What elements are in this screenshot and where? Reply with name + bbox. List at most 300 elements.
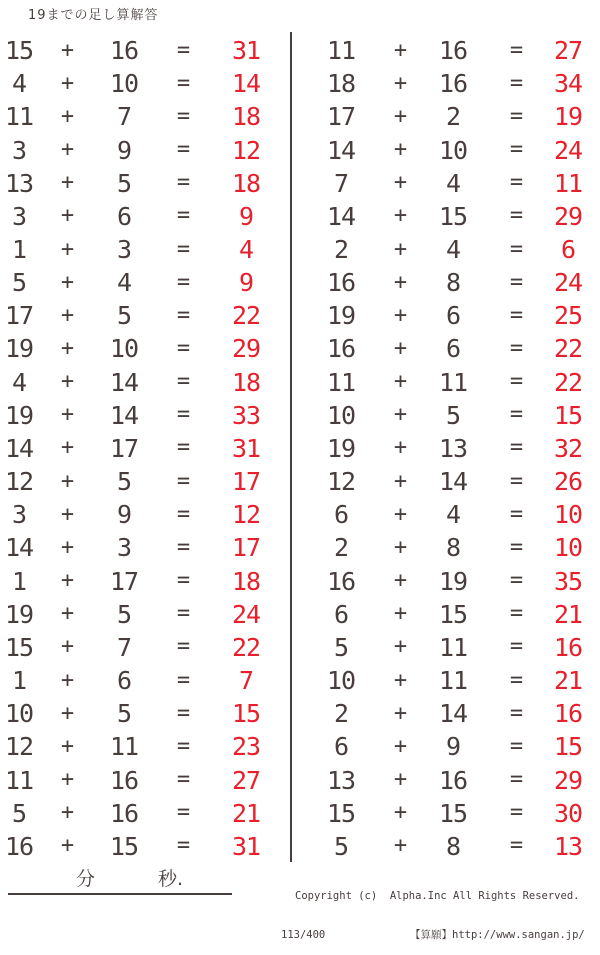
equals-icon: = — [176, 236, 190, 262]
plus-icon: + — [60, 767, 74, 793]
equals-icon: = — [176, 70, 190, 96]
answer-value: 7 — [238, 666, 254, 696]
plus-icon: + — [60, 601, 74, 627]
answer-value: 16 — [553, 699, 583, 729]
problem-row — [292, 598, 600, 631]
problem-row — [292, 266, 600, 299]
problem-row — [0, 531, 290, 564]
equals-icon: = — [176, 468, 190, 494]
problem-row — [292, 67, 600, 100]
seconds-label: 秒. — [158, 868, 184, 890]
plus-icon: + — [393, 733, 407, 759]
answer-value: 11 — [553, 168, 583, 198]
operand-a: 3 — [11, 201, 27, 231]
operand-b: 6 — [445, 301, 461, 331]
operand-b: 15 — [438, 201, 468, 231]
equals-icon: = — [509, 435, 523, 461]
equals-icon: = — [509, 269, 523, 295]
operand-a: 10 — [326, 400, 356, 430]
operand-b: 4 — [445, 168, 461, 198]
operand-b: 14 — [109, 367, 139, 397]
plus-icon: + — [393, 435, 407, 461]
equals-icon: = — [176, 170, 190, 196]
operand-b: 11 — [109, 732, 139, 762]
operand-a: 1 — [11, 566, 27, 596]
equals-icon: = — [176, 667, 190, 693]
equals-icon: = — [176, 700, 190, 726]
problem-row — [292, 233, 600, 266]
operand-b: 17 — [109, 566, 139, 596]
plus-icon: + — [393, 700, 407, 726]
answer-value: 10 — [553, 533, 583, 563]
answer-value: 14 — [231, 69, 261, 99]
plus-icon: + — [60, 733, 74, 759]
operand-b: 9 — [116, 500, 132, 530]
equals-icon: = — [176, 302, 190, 328]
plus-icon: + — [393, 534, 407, 560]
problem-row — [0, 565, 290, 598]
operand-a: 11 — [4, 102, 34, 132]
answer-value: 12 — [231, 500, 261, 530]
operand-b: 5 — [116, 599, 132, 629]
operand-a: 5 — [333, 632, 349, 662]
site-link[interactable]: 【算願】http://www.sangan.jp/ — [410, 929, 585, 941]
plus-icon: + — [60, 236, 74, 262]
answer-value: 13 — [553, 831, 583, 861]
operand-b: 14 — [109, 400, 139, 430]
operand-a: 18 — [326, 69, 356, 99]
problem-row — [0, 233, 290, 266]
operand-a: 12 — [4, 732, 34, 762]
problem-row — [0, 763, 290, 796]
problem-row — [0, 730, 290, 763]
answer-value: 30 — [553, 798, 583, 828]
operand-b: 5 — [445, 400, 461, 430]
answer-value: 23 — [231, 732, 261, 762]
plus-icon: + — [60, 700, 74, 726]
operand-a: 4 — [11, 367, 27, 397]
problem-row — [0, 167, 290, 200]
operand-b: 5 — [116, 699, 132, 729]
problem-row — [292, 34, 600, 67]
problem-row — [0, 664, 290, 697]
equals-icon: = — [176, 335, 190, 361]
problem-row — [0, 366, 290, 399]
answer-value: 9 — [238, 201, 254, 231]
answer-value: 26 — [553, 467, 583, 497]
problem-row — [292, 432, 600, 465]
equals-icon: = — [509, 170, 523, 196]
problem-row — [292, 697, 600, 730]
plus-icon: + — [60, 269, 74, 295]
operand-a: 12 — [326, 467, 356, 497]
problem-row — [0, 465, 290, 498]
plus-icon: + — [393, 170, 407, 196]
operand-b: 10 — [109, 334, 139, 364]
equals-icon: = — [509, 302, 523, 328]
equals-icon: = — [509, 369, 523, 395]
credits — [281, 864, 585, 955]
equals-icon: = — [176, 634, 190, 660]
problem-row — [0, 830, 290, 863]
equals-icon: = — [509, 667, 523, 693]
plus-icon: + — [60, 170, 74, 196]
problem-row — [292, 664, 600, 697]
plus-icon: + — [393, 601, 407, 627]
plus-icon: + — [393, 302, 407, 328]
operand-a: 12 — [4, 467, 34, 497]
equals-icon: = — [176, 402, 190, 428]
operand-b: 5 — [116, 467, 132, 497]
problem-row — [292, 200, 600, 233]
operand-b: 6 — [116, 666, 132, 696]
problem-row — [292, 531, 600, 564]
plus-icon: + — [60, 203, 74, 229]
time-entry-line — [8, 862, 232, 895]
plus-icon: + — [393, 634, 407, 660]
answer-value: 22 — [231, 632, 261, 662]
plus-icon: + — [393, 37, 407, 63]
answer-value: 24 — [553, 268, 583, 298]
answer-value: 4 — [238, 235, 254, 265]
plus-icon: + — [393, 335, 407, 361]
answer-value: 17 — [231, 533, 261, 563]
operand-b: 16 — [438, 36, 468, 66]
equals-icon: = — [176, 568, 190, 594]
page-number: 113/400 — [281, 929, 326, 941]
answer-value: 18 — [231, 168, 261, 198]
plus-icon: + — [60, 103, 74, 129]
problem-row — [0, 332, 290, 365]
plus-icon: + — [393, 236, 407, 262]
problem-row — [0, 399, 290, 432]
operand-a: 1 — [11, 235, 27, 265]
operand-a: 16 — [4, 831, 34, 861]
operand-a: 6 — [333, 599, 349, 629]
answer-value: 16 — [553, 632, 583, 662]
plus-icon: + — [60, 402, 74, 428]
equals-icon: = — [176, 103, 190, 129]
answer-value: 29 — [553, 765, 583, 795]
equals-icon: = — [509, 203, 523, 229]
equals-icon: = — [509, 833, 523, 859]
operand-a: 5 — [11, 268, 27, 298]
problem-row — [0, 697, 290, 730]
operand-b: 5 — [116, 168, 132, 198]
answer-value: 34 — [553, 69, 583, 99]
operand-a: 14 — [4, 433, 34, 463]
answer-value: 21 — [553, 599, 583, 629]
plus-icon: + — [60, 568, 74, 594]
answer-value: 18 — [231, 367, 261, 397]
operand-a: 3 — [11, 500, 27, 530]
equals-icon: = — [176, 435, 190, 461]
answer-value: 31 — [231, 831, 261, 861]
operand-a: 6 — [333, 732, 349, 762]
operand-b: 3 — [116, 533, 132, 563]
plus-icon: + — [393, 767, 407, 793]
problem-row — [0, 797, 290, 830]
problem-row — [0, 100, 290, 133]
operand-b: 8 — [445, 831, 461, 861]
operand-a: 17 — [4, 301, 34, 331]
answer-value: 22 — [553, 367, 583, 397]
equals-icon: = — [509, 70, 523, 96]
problem-row — [292, 498, 600, 531]
plus-icon: + — [393, 369, 407, 395]
operand-b: 7 — [116, 102, 132, 132]
equals-icon: = — [509, 733, 523, 759]
plus-icon: + — [393, 501, 407, 527]
plus-icon: + — [60, 667, 74, 693]
answer-value: 12 — [231, 135, 261, 165]
equals-icon: = — [509, 103, 523, 129]
plus-icon: + — [393, 800, 407, 826]
problem-row — [292, 399, 600, 432]
answer-value: 10 — [553, 500, 583, 530]
plus-icon: + — [60, 369, 74, 395]
answer-value: 15 — [553, 400, 583, 430]
page-title: 19までの足し算解答 — [28, 8, 159, 23]
operand-a: 19 — [4, 599, 34, 629]
operand-b: 8 — [445, 533, 461, 563]
problem-row — [292, 100, 600, 133]
problem-row — [292, 565, 600, 598]
operand-a: 17 — [326, 102, 356, 132]
equals-icon: = — [176, 37, 190, 63]
operand-b: 16 — [109, 798, 139, 828]
operand-b: 7 — [116, 632, 132, 662]
problem-row — [292, 763, 600, 796]
plus-icon: + — [393, 103, 407, 129]
operand-b: 16 — [109, 765, 139, 795]
answer-value: 15 — [231, 699, 261, 729]
operand-b: 4 — [116, 268, 132, 298]
plus-icon: + — [393, 269, 407, 295]
answer-value: 29 — [553, 201, 583, 231]
answer-value: 17 — [231, 467, 261, 497]
equals-icon: = — [176, 733, 190, 759]
plus-icon: + — [393, 468, 407, 494]
operand-a: 19 — [4, 400, 34, 430]
problems-column-left — [0, 34, 290, 863]
operand-a: 2 — [333, 235, 349, 265]
operand-b: 16 — [109, 36, 139, 66]
copyright-text: Copyright (c) Alpha.Inc All Rights Reserved. — [295, 890, 580, 902]
operand-b: 10 — [109, 69, 139, 99]
operand-a: 2 — [333, 699, 349, 729]
operand-a: 3 — [11, 135, 27, 165]
equals-icon: = — [509, 534, 523, 560]
answer-value: 27 — [553, 36, 583, 66]
problem-row — [292, 299, 600, 332]
operand-b: 17 — [109, 433, 139, 463]
equals-icon: = — [176, 137, 190, 163]
operand-a: 14 — [326, 135, 356, 165]
operand-a: 14 — [4, 533, 34, 563]
operand-b: 15 — [438, 798, 468, 828]
equals-icon: = — [176, 269, 190, 295]
problem-row — [0, 498, 290, 531]
operand-a: 10 — [4, 699, 34, 729]
operand-b: 3 — [116, 235, 132, 265]
operand-a: 13 — [4, 168, 34, 198]
plus-icon: + — [393, 137, 407, 163]
plus-icon: + — [60, 37, 74, 63]
plus-icon: + — [60, 634, 74, 660]
operand-b: 14 — [438, 699, 468, 729]
answer-value: 29 — [231, 334, 261, 364]
operand-a: 4 — [11, 69, 27, 99]
operand-a: 19 — [4, 334, 34, 364]
answer-value: 18 — [231, 566, 261, 596]
operand-b: 6 — [445, 334, 461, 364]
operand-a: 16 — [326, 566, 356, 596]
equals-icon: = — [176, 800, 190, 826]
problem-row — [292, 167, 600, 200]
answer-value: 31 — [231, 36, 261, 66]
problem-row — [292, 631, 600, 664]
operand-b: 2 — [445, 102, 461, 132]
plus-icon: + — [60, 534, 74, 560]
operand-b: 4 — [445, 500, 461, 530]
problem-row — [0, 133, 290, 166]
equals-icon: = — [509, 37, 523, 63]
operand-a: 1 — [11, 666, 27, 696]
answer-value: 33 — [231, 400, 261, 430]
equals-icon: = — [176, 767, 190, 793]
plus-icon: + — [60, 70, 74, 96]
operand-a: 16 — [326, 334, 356, 364]
problem-row — [292, 366, 600, 399]
operand-b: 6 — [116, 201, 132, 231]
answer-value: 9 — [238, 268, 254, 298]
operand-b: 15 — [438, 599, 468, 629]
plus-icon: + — [393, 568, 407, 594]
equals-icon: = — [176, 369, 190, 395]
problem-row — [0, 34, 290, 67]
operand-b: 11 — [438, 632, 468, 662]
answer-value: 31 — [231, 433, 261, 463]
plus-icon: + — [60, 435, 74, 461]
plus-icon: + — [393, 70, 407, 96]
plus-icon: + — [60, 335, 74, 361]
operand-a: 11 — [326, 367, 356, 397]
problem-row — [0, 67, 290, 100]
operand-a: 16 — [326, 268, 356, 298]
operand-b: 11 — [438, 666, 468, 696]
operand-a: 5 — [11, 798, 27, 828]
operand-a: 5 — [333, 831, 349, 861]
operand-b: 10 — [438, 135, 468, 165]
equals-icon: = — [176, 534, 190, 560]
operand-b: 8 — [445, 268, 461, 298]
equals-icon: = — [176, 833, 190, 859]
equals-icon: = — [509, 568, 523, 594]
equals-icon: = — [509, 137, 523, 163]
equals-icon: = — [509, 501, 523, 527]
plus-icon: + — [393, 667, 407, 693]
problem-row — [292, 730, 600, 763]
operand-b: 5 — [116, 301, 132, 331]
operand-b: 16 — [438, 765, 468, 795]
equals-icon: = — [509, 468, 523, 494]
equals-icon: = — [509, 601, 523, 627]
answer-value: 24 — [553, 135, 583, 165]
answer-value: 24 — [231, 599, 261, 629]
operand-a: 10 — [326, 666, 356, 696]
equals-icon: = — [509, 767, 523, 793]
answer-value: 35 — [553, 566, 583, 596]
equals-icon: = — [176, 601, 190, 627]
answer-value: 25 — [553, 301, 583, 331]
operand-b: 14 — [438, 467, 468, 497]
equals-icon: = — [176, 203, 190, 229]
answer-value: 18 — [231, 102, 261, 132]
operand-a: 15 — [326, 798, 356, 828]
equals-icon: = — [509, 335, 523, 361]
operand-b: 9 — [116, 135, 132, 165]
operand-a: 13 — [326, 765, 356, 795]
answer-value: 32 — [553, 433, 583, 463]
plus-icon: + — [393, 402, 407, 428]
answer-value: 22 — [553, 334, 583, 364]
problem-row — [292, 133, 600, 166]
problem-row — [0, 266, 290, 299]
problem-row — [292, 465, 600, 498]
answer-value: 27 — [231, 765, 261, 795]
problems-column-right — [292, 34, 600, 863]
problem-row — [0, 631, 290, 664]
operand-a: 15 — [4, 632, 34, 662]
operand-a: 19 — [326, 433, 356, 463]
plus-icon: + — [60, 833, 74, 859]
problem-row — [0, 432, 290, 465]
plus-icon: + — [60, 800, 74, 826]
operand-b: 4 — [445, 235, 461, 265]
plus-icon: + — [60, 302, 74, 328]
plus-icon: + — [60, 137, 74, 163]
answer-value: 6 — [560, 235, 576, 265]
plus-icon: + — [393, 833, 407, 859]
operand-a: 19 — [326, 301, 356, 331]
operand-a: 14 — [326, 201, 356, 231]
operand-a: 11 — [326, 36, 356, 66]
equals-icon: = — [509, 800, 523, 826]
equals-icon: = — [509, 236, 523, 262]
equals-icon: = — [509, 634, 523, 660]
answer-value: 21 — [553, 666, 583, 696]
operand-b: 9 — [445, 732, 461, 762]
operand-b: 11 — [438, 367, 468, 397]
operand-a: 11 — [4, 765, 34, 795]
answer-value: 15 — [553, 732, 583, 762]
problem-row — [0, 299, 290, 332]
answer-value: 22 — [231, 301, 261, 331]
problem-row — [0, 598, 290, 631]
operand-b: 15 — [109, 831, 139, 861]
operand-b: 13 — [438, 433, 468, 463]
answer-value: 19 — [553, 102, 583, 132]
operand-b: 19 — [438, 566, 468, 596]
plus-icon: + — [60, 468, 74, 494]
operand-a: 2 — [333, 533, 349, 563]
operand-a: 7 — [333, 168, 349, 198]
problem-row — [292, 830, 600, 863]
problem-row — [0, 200, 290, 233]
operand-b: 16 — [438, 69, 468, 99]
minutes-label: 分 — [76, 868, 96, 890]
